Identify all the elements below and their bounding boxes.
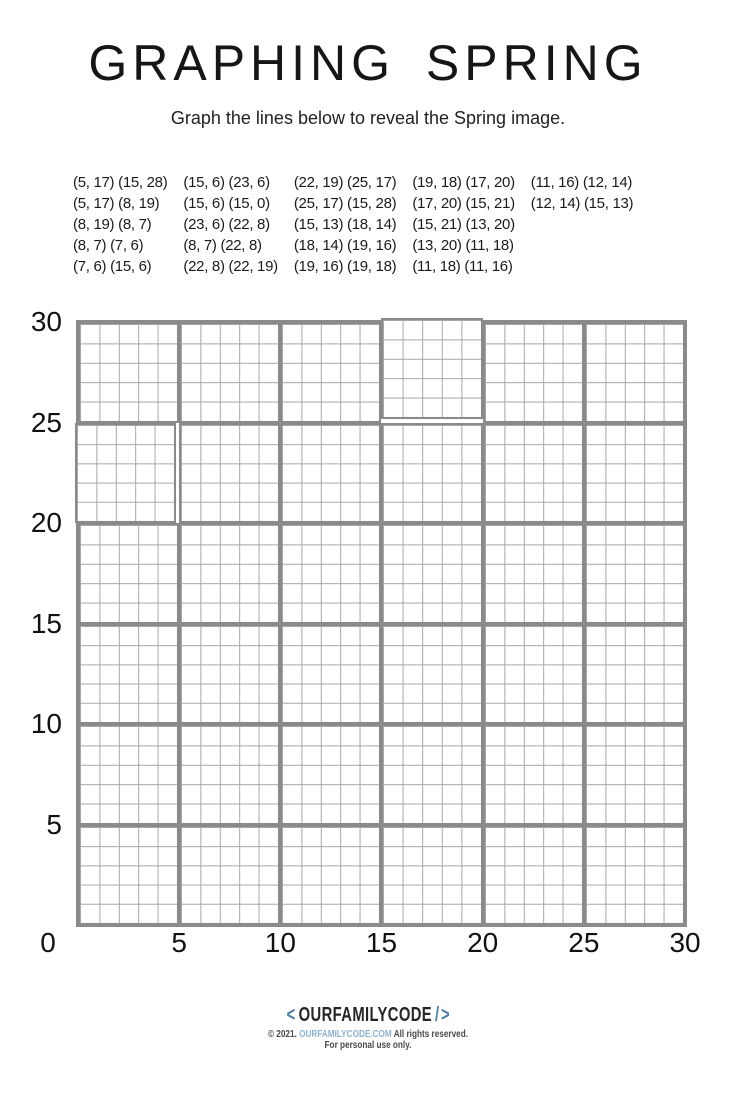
coordinate-pair-line: (8, 19) (8, 7)	[73, 216, 152, 233]
y-axis-tick-label: 30	[30, 306, 62, 337]
y-axis-tick-label: 25	[30, 406, 62, 438]
grid-block	[78, 825, 179, 926]
coordinate-pair-line: (8, 7) (7, 6)	[73, 237, 144, 254]
grid-block	[381, 624, 482, 725]
grid-block	[179, 523, 280, 624]
grid-block	[179, 624, 280, 725]
grid-block	[179, 423, 280, 524]
grid-block	[483, 624, 584, 725]
grid-block	[78, 523, 179, 624]
coordinate-pair-line: (15, 21) (13, 20)	[412, 216, 515, 233]
coordinate-column	[412, 172, 514, 277]
grid-block	[179, 322, 280, 423]
coordinate-column	[294, 172, 396, 277]
x-axis-tick-label: 25	[568, 927, 600, 958]
y-axis-tick-label: 5	[46, 808, 62, 840]
coordinate-pair-line: (5, 17) (15, 28)	[73, 174, 168, 191]
copyright-prefix: © 2021.	[267, 1029, 297, 1040]
coordinate-pair-line: (11, 16) (12, 14)	[530, 174, 633, 191]
logo-name: OURFAMILYCODE	[298, 1004, 432, 1026]
grid-block	[78, 322, 179, 423]
x-axis-tick-label: 30	[669, 927, 701, 958]
grid-block	[381, 825, 482, 926]
personal-use-line: For personal use only.	[324, 1040, 412, 1051]
logo-bracket-left: <	[286, 1004, 296, 1026]
coordinate-pair-line: (22, 8) (22, 19)	[183, 258, 278, 275]
y-axis-tick-label: 10	[30, 708, 62, 739]
grid-block	[280, 724, 381, 825]
grid-block	[381, 523, 482, 624]
grid-block	[381, 318, 482, 419]
grid-block	[584, 523, 685, 624]
coordinate-column	[183, 172, 277, 277]
grid-block	[179, 724, 280, 825]
grid-block	[280, 624, 381, 725]
coordinate-pair-line: (17, 20) (15, 21)	[412, 195, 515, 212]
coordinate-pair-line: (22, 19) (25, 17)	[293, 174, 397, 191]
grid-block	[584, 724, 685, 825]
coordinate-pair-line: (8, 7) (22, 8)	[183, 237, 262, 254]
grid-block	[483, 825, 584, 926]
x-axis-tick-label: 5	[171, 927, 187, 958]
coordinate-pair-line: (13, 20) (11, 18)	[412, 237, 514, 254]
grid-block	[483, 322, 584, 423]
coordinate-list	[73, 172, 633, 277]
grid-block	[584, 322, 685, 423]
grid-block	[584, 624, 685, 725]
ourfamilycode-logo	[286, 1004, 449, 1027]
coordinate-column	[531, 172, 633, 277]
x-axis-tick-label: 20	[467, 927, 499, 958]
logo-bracket-right: >	[440, 1004, 450, 1026]
grid-block	[78, 624, 179, 725]
coordinate-pair-line: (19, 16) (19, 18)	[293, 258, 397, 275]
grid-block	[280, 423, 381, 524]
coordinate-pair-line: (7, 6) (15, 6)	[73, 258, 152, 275]
footer	[0, 1004, 736, 1051]
coordinate-grid	[76, 320, 687, 927]
copyright-line	[66, 1029, 670, 1040]
coordinate-column	[73, 172, 167, 277]
grid-block	[584, 423, 685, 524]
grid-block	[483, 523, 584, 624]
coordinate-pair-line: (12, 14) (15, 13)	[530, 195, 634, 212]
grid-block	[381, 724, 482, 825]
coordinate-pair-line: (19, 18) (17, 20)	[412, 174, 515, 191]
y-axis-tick-label: 15	[30, 607, 62, 639]
grid-block	[179, 825, 280, 926]
origin-tick-label: 0	[40, 927, 56, 958]
grid-block	[483, 724, 584, 825]
grid-block	[78, 724, 179, 825]
grid-block	[381, 423, 482, 524]
coordinate-pair-line: (15, 6) (23, 6)	[183, 174, 270, 191]
instructions-text: Graph the lines below to reveal the Spring image.	[170, 108, 566, 128]
coordinate-pair-line: (18, 14) (19, 16)	[293, 237, 397, 254]
grid-block	[280, 825, 381, 926]
coordinate-pair-line: (5, 17) (8, 19)	[73, 195, 160, 212]
page-title: GRAPHING SPRING	[88, 35, 648, 91]
grid-block	[483, 423, 584, 524]
coordinate-pair-line: (11, 18) (11, 16)	[412, 258, 513, 275]
coordinate-pair-line: (15, 13) (18, 14)	[293, 216, 397, 233]
copyright-site-link: OURFAMILYCODE.COM	[299, 1029, 392, 1040]
grid-block	[280, 322, 381, 423]
x-axis-tick-label: 15	[365, 927, 398, 958]
coordinate-pair-line: (23, 6) (22, 8)	[183, 216, 270, 233]
coordinate-pair-line: (25, 17) (15, 28)	[293, 195, 397, 212]
grid-block	[584, 825, 685, 926]
logo-slash-icon: /	[434, 1004, 440, 1026]
grid-block	[280, 523, 381, 624]
coordinate-pair-line: (15, 6) (15, 0)	[183, 195, 270, 212]
grid-block	[75, 423, 176, 524]
copyright-suffix: All rights reserved.	[393, 1029, 469, 1040]
y-axis-tick-label: 20	[30, 507, 62, 538]
x-axis-tick-label: 10	[264, 927, 296, 958]
